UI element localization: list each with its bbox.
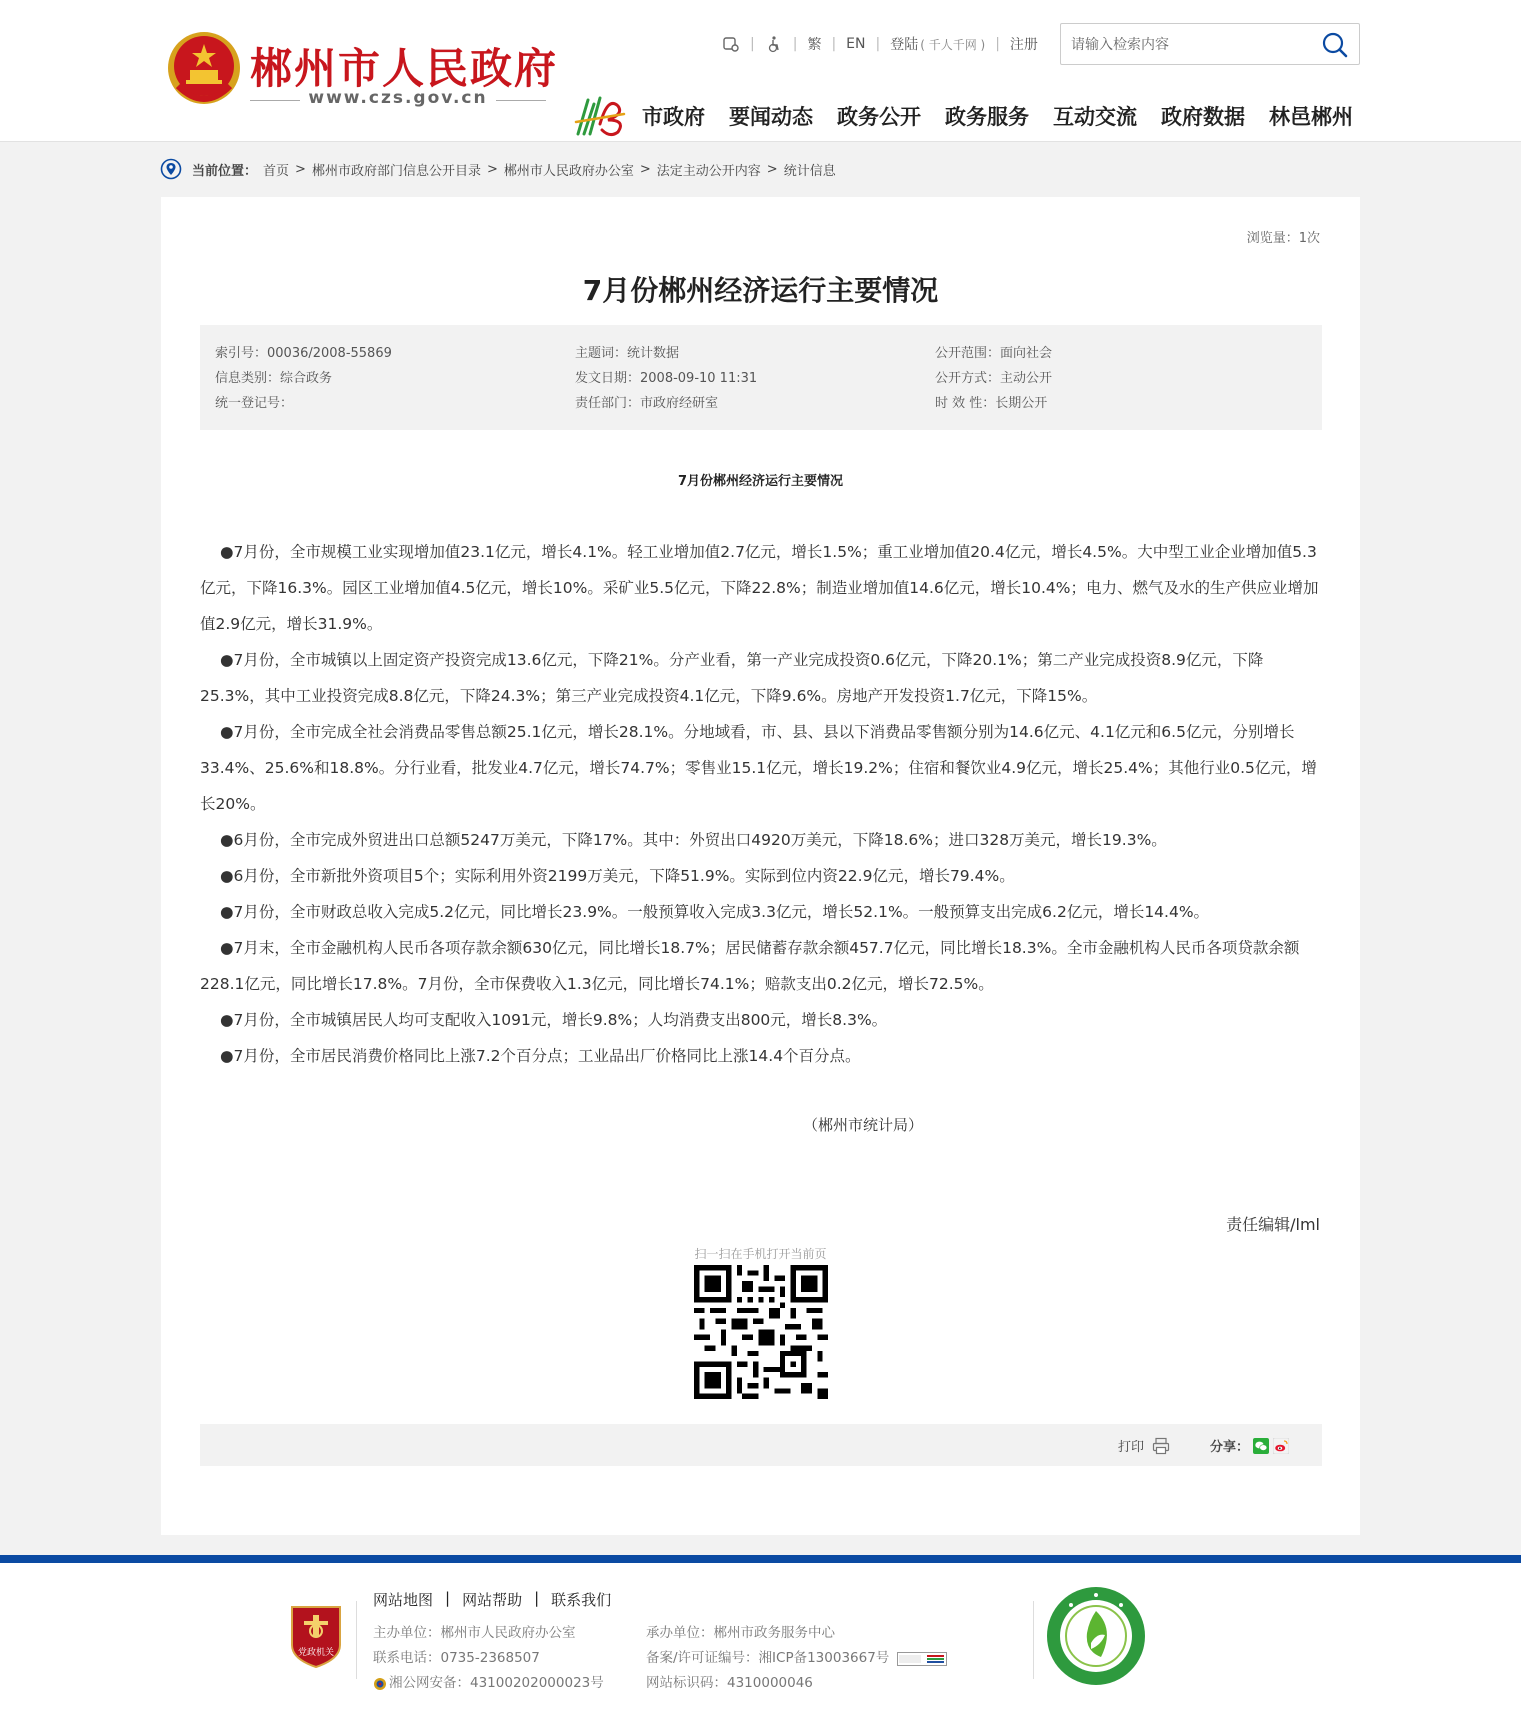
footer-info-left	[373, 1621, 604, 1696]
accessibility-reader-icon[interactable]	[722, 35, 740, 53]
nav-item-news[interactable]: 要闻动态	[729, 105, 813, 129]
paragraph: ●7月份，全市完成全社会消费品零售总额25.1亿元，增长28.1%。分地域看，市、县、县以下消费品零售额分别为14.6亿元、4.1亿元和6.5亿元，分别增长33.4%、25.6%和18.8%。分行业看，批发业4.7亿元，增长74.7%；零售业15.1亿元，增长19.2%；住宿和餐饮业4.9亿元，增长25.4%；其他行业0.5亿元，增长20%。	[200, 723, 1317, 813]
view-count: 浏览量：1次	[1246, 231, 1320, 246]
footer-icp-record[interactable]	[646, 1646, 947, 1671]
nav-item-linyi-chenzhou[interactable]: 林邑郴州	[1269, 105, 1353, 129]
site-title[interactable]: 郴州市人民政府	[250, 44, 559, 93]
footer-organizer: 承办单位：郴州市政务服务中心	[646, 1625, 835, 1641]
main-nav	[574, 94, 1353, 138]
location-pin-icon	[160, 158, 182, 180]
meta-disclosure-method: 公开方式：主动公开	[935, 371, 1053, 386]
site-url: www.czs.gov.cn	[250, 88, 546, 108]
footer-link-help[interactable]: 网站帮助	[462, 1591, 523, 1609]
breadcrumb	[160, 158, 836, 180]
article-source: （郴州市统计局）	[802, 1116, 923, 1134]
meta-responsible-dept: 责任部门：市政府经研室	[575, 396, 719, 411]
breadcrumb-statutory-content[interactable]: 法定主动公开内容	[656, 163, 761, 179]
print-label: 打印	[1118, 1440, 1145, 1455]
share-label: 分享：	[1210, 1440, 1250, 1455]
header	[0, 0, 1521, 142]
login-sub-label: ( 千人千网 )	[920, 37, 986, 52]
traditional-chinese-link[interactable]: 繁	[807, 37, 822, 53]
meta-disclosure-scope: 公开范围：面向社会	[935, 346, 1053, 361]
footer-link-contact[interactable]: 联系我们	[551, 1591, 612, 1609]
breadcrumb-home[interactable]: 首页	[263, 163, 290, 179]
breadcrumb-label: 当前位置：	[192, 163, 258, 179]
nav-item-government-services[interactable]: 政务服务	[945, 105, 1029, 129]
share-group	[1210, 1436, 1289, 1455]
breadcrumb-dept-catalog[interactable]: 郴州市政府部门信息公开目录	[311, 163, 481, 179]
top-toolbar: | | 繁 | EN | 登陆 ( 千人千网 ) | 注册	[722, 34, 1038, 54]
paragraph: ●7月份，全市财政总收入完成5.2亿元，同比增长23.9%。一般预算收入完成3.3亿元，增长52.1%。一般预算支出完成6.2亿元，增长14.4%。	[220, 903, 1210, 921]
national-emblem-icon	[164, 26, 244, 112]
police-badge-icon	[373, 1677, 387, 1691]
breadcrumb-statistics[interactable]: 统计信息	[783, 163, 836, 179]
print-button[interactable]	[1118, 1436, 1170, 1455]
paragraph: ●7月末，全市金融机构人民币各项存款余额630亿元，同比增长18.7%；居民储蓄存款余额457.7亿元，同比增长18.3%。全市金融机构人民币各项贷款余额228.1亿元，同比增长17.8%。7月份，全市保费收入1.3亿元，同比增长74.1%；赔款支出0.2亿元，增长72.5%。	[200, 939, 1300, 993]
footer-links	[373, 1589, 611, 1610]
search-box	[1060, 23, 1360, 65]
article-subtitle: 7月份郴州经济运行主要情况	[677, 474, 844, 489]
meta-keywords: 主题词：统计数据	[575, 346, 680, 361]
footer-phone: 联系电话：0735-2368507	[373, 1650, 540, 1666]
breadcrumb-separator: >	[766, 161, 778, 177]
breadcrumb-separator: >	[639, 161, 651, 177]
footer-link-separator: |	[534, 1589, 540, 1607]
article-body	[200, 534, 1322, 1074]
paragraph: ●7月份，全市居民消费价格同比上涨7.2个百分点；工业品出厂价格同比上涨14.4个百分点。	[220, 1047, 861, 1065]
footer-police-record-text: 湘公网安备：43100202000023号	[389, 1675, 604, 1691]
breadcrumb-separator: >	[486, 161, 498, 177]
qr-code-label: 扫一扫在手机打开当前页	[694, 1247, 827, 1261]
wheelchair-icon[interactable]	[765, 35, 783, 53]
qr-code-icon	[694, 1265, 828, 1399]
footer	[0, 1555, 1521, 1734]
paragraph: ●7月份，全市城镇以上固定资产投资完成13.6亿元，下降21%。分产业看，第一产业完成投资0.6亿元，下降20.1%；第二产业完成投资8.9亿元，下降25.3%，其中工业投资完成8.8亿元，下降24.3%；第三产业完成投资4.1亿元，下降9.6%。房地产开发投资1.7亿元，下降15%。	[200, 651, 1264, 705]
printer-icon	[1152, 1437, 1170, 1455]
share-bar	[200, 1424, 1322, 1466]
footer-icp-record-text: 备案/许可证编号：湘ICP备13003667号	[646, 1650, 890, 1666]
meta-registration-number: 统一登记号：	[215, 396, 294, 411]
nav-item-government-data[interactable]: 政府数据	[1161, 105, 1245, 129]
footer-link-separator: |	[445, 1589, 451, 1607]
article-metadata	[200, 325, 1322, 430]
meta-index-number: 索引号：00036/2008-55869	[215, 346, 392, 361]
paragraph: ●7月份，全市规模工业实现增加值23.1亿元，增长4.1%。轻工业增加值2.7亿元，增长1.5%；重工业增加值20.4亿元，增长4.5%。大中型工业企业增加值5.3亿元，下降16.3%。园区工业增加值4.5亿元，增长10%。采矿业5.5亿元，下降22.8%；制造业增加值14.6亿元，增长10.4%；电力、燃气及水的生产供应业增加值2.9亿元，增长31.9%。	[200, 543, 1319, 633]
footer-police-record[interactable]	[373, 1671, 604, 1696]
civilized-website-badge-icon[interactable]	[1045, 1585, 1147, 1687]
breadcrumb-government-office[interactable]: 郴州市人民政府办公室	[503, 163, 634, 179]
search-icon[interactable]	[1321, 31, 1349, 59]
footer-sponsor: 主办单位：郴州市人民政府办公室	[373, 1625, 576, 1641]
paragraph: ●6月份，全市新批外资项目5个；实际利用外资2199万美元，下降51.9%。实际到位内资22.9亿元，增长79.4%。	[220, 867, 1015, 885]
footer-divider	[1033, 1601, 1034, 1679]
paragraph: ●7月份，全市城镇居民人均可支配收入1091元，增长9.8%；人均消费支出800元，增长8.3%。	[220, 1011, 888, 1029]
login-link[interactable]: 登陆	[890, 37, 919, 53]
footer-info-right	[646, 1621, 947, 1696]
article-container	[161, 197, 1360, 1535]
meta-info-category: 信息类别：综合政务	[215, 371, 333, 386]
breadcrumb-separator: >	[295, 161, 306, 177]
footer-site-id: 网站标识码：4310000046	[646, 1675, 813, 1691]
wechat-icon[interactable]	[1253, 1438, 1269, 1454]
nav-item-government-affairs-disclosure[interactable]: 政务公开	[837, 105, 921, 129]
responsible-editor: 责任编辑/lml	[1226, 1215, 1320, 1234]
paragraph: ●6月份，全市完成外贸进出口总额5247万美元，下降17%。其中：外贸出口4920万美元，下降18.6%；进口328万美元，增长19.3%。	[220, 831, 1167, 849]
party-government-agency-badge-icon[interactable]	[288, 1601, 344, 1669]
icp-badge-icon	[897, 1652, 947, 1666]
nav-item-interaction[interactable]: 互动交流	[1053, 105, 1137, 129]
register-link[interactable]: 注册	[1009, 37, 1038, 53]
english-link[interactable]: EN	[846, 36, 866, 52]
meta-publish-date: 发文日期：2008-09-10 11:31	[575, 371, 758, 386]
nav-item-city-government[interactable]: 市政府	[642, 105, 705, 129]
badge-text: 党政机关	[297, 1648, 335, 1658]
weibo-icon[interactable]	[1273, 1438, 1289, 1454]
meta-validity: 时 效 性：长期公开	[935, 396, 1048, 411]
footer-link-sitemap[interactable]: 网站地图	[373, 1591, 434, 1609]
chenzhou-logo-mark-icon	[574, 94, 628, 138]
search-input[interactable]	[1071, 34, 1301, 56]
article-title: 7月份郴州经济运行主要情况	[582, 274, 939, 307]
footer-divider	[356, 1601, 357, 1679]
